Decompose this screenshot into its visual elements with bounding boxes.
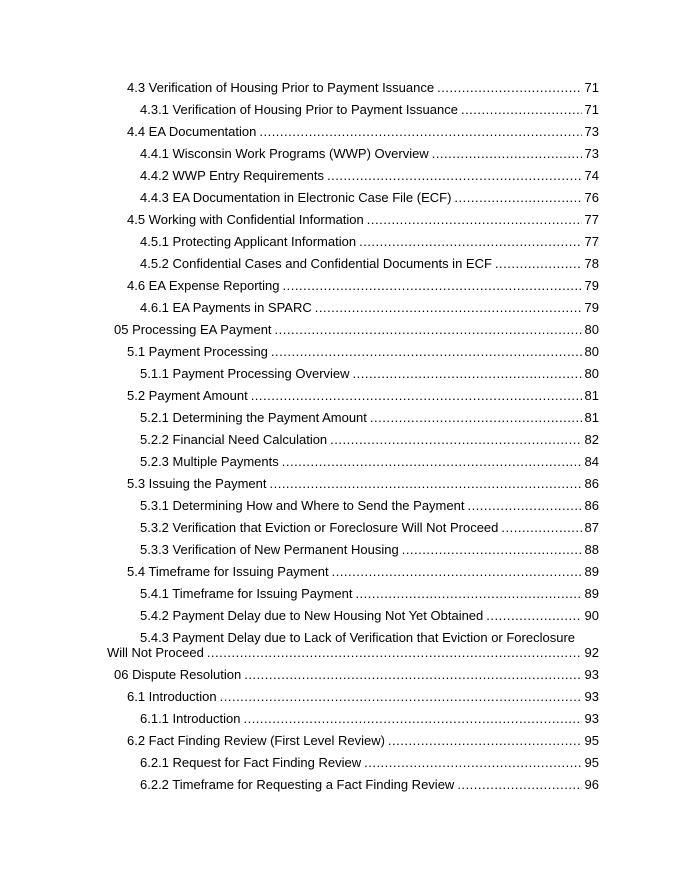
toc-entry[interactable]: [140, 608, 599, 623]
toc-dot-leader: [275, 322, 582, 337]
toc-entry-title: 6.1 Introduction: [127, 689, 217, 704]
toc-entry-page-number: 79: [584, 278, 599, 293]
toc-dot-leader: [315, 300, 582, 315]
toc-entry-page-number: 92: [584, 645, 599, 660]
toc-dot-leader: [355, 586, 581, 601]
toc-entry-page-number: 89: [584, 564, 599, 579]
toc-entry[interactable]: [127, 476, 599, 491]
toc-entry-title: 5.1 Payment Processing: [127, 344, 268, 359]
toc-entry-title: 4.3.1 Verification of Housing Prior to Payment Issuance: [140, 102, 458, 117]
toc-entry-page-number: 95: [584, 755, 599, 770]
toc-entry[interactable]: [127, 733, 599, 748]
toc-dot-leader: [251, 388, 582, 403]
toc-dot-leader: [282, 454, 582, 469]
toc-dot-leader: [454, 190, 581, 205]
toc-entry-page-number: 88: [584, 542, 599, 557]
toc-entry-page-number: 80: [584, 366, 599, 381]
toc-entry-page-number: 79: [584, 300, 599, 315]
toc-entry[interactable]: [140, 366, 599, 381]
toc-entry-title: 4.5 Working with Confidential Information: [127, 212, 364, 227]
toc-dot-leader: [461, 102, 582, 117]
toc-entry[interactable]: [127, 212, 599, 227]
toc-entry-title: 5.4.2 Payment Delay due to New Housing Not Yet Obtained: [140, 608, 484, 623]
toc-dot-leader: [269, 476, 581, 491]
toc-entry-page-number: 80: [584, 322, 599, 337]
toc-entry[interactable]: [140, 520, 599, 535]
toc-entry[interactable]: [140, 256, 599, 271]
toc-entry-title: 5.2.2 Financial Need Calculation: [140, 432, 328, 447]
toc-dot-leader: [207, 645, 582, 660]
toc-entry-title: 4.5.2 Confidential Cases and Confidential Documents in ECF: [140, 256, 492, 271]
toc-entry-page-number: 93: [584, 711, 599, 726]
toc-entry-page-number: 71: [584, 80, 599, 95]
toc-entry-page-number: 96: [584, 777, 599, 792]
toc-entry[interactable]: [140, 234, 599, 249]
toc-entry-title: 4.4.3 EA Documentation in Electronic Case File (ECF): [140, 190, 452, 205]
toc-entry-title: 4.4.2 WWP Entry Requirements: [140, 168, 324, 183]
toc-entry-page-number: 81: [584, 388, 599, 403]
toc-dot-leader: [388, 733, 582, 748]
toc-entry[interactable]: [127, 344, 599, 359]
toc-entry-title: 4.6 EA Expense Reporting: [127, 278, 280, 293]
toc-entry-title: 5.3.2 Verification that Eviction or Foreclosure Will Not Proceed: [140, 520, 499, 535]
toc-dot-leader: [359, 234, 581, 249]
toc-dot-leader: [327, 168, 582, 183]
toc-entry[interactable]: [127, 124, 599, 139]
toc-entry-page-number: 76: [584, 190, 599, 205]
toc-dot-leader: [402, 542, 582, 557]
toc-entry-title: 5.2 Payment Amount: [127, 388, 248, 403]
toc-entry-page-number: 74: [584, 168, 599, 183]
toc-entry-page-number: 86: [584, 498, 599, 513]
toc-dot-leader: [243, 711, 581, 726]
toc-entry-page-number: 77: [584, 234, 599, 249]
toc-entry[interactable]: [140, 102, 599, 117]
toc-entry-page-number: 82: [584, 432, 599, 447]
toc-dot-leader: [332, 564, 582, 579]
toc-entry-page-number: 86: [584, 476, 599, 491]
toc-entry-title: 6.2.1 Request for Fact Finding Review: [140, 755, 362, 770]
toc-dot-leader: [457, 777, 581, 792]
toc-entry-title: 4.5.1 Protecting Applicant Information: [140, 234, 357, 249]
toc-entry[interactable]: [140, 410, 599, 425]
toc-entry-page-number: 71: [584, 102, 599, 117]
toc-entry[interactable]: [140, 454, 599, 469]
toc-entry-title: 5.3.3 Verification of New Permanent Housing: [140, 542, 399, 557]
toc-entry[interactable]: [140, 300, 599, 315]
toc-entry[interactable]: [140, 190, 599, 205]
toc-entry[interactable]: [107, 630, 599, 660]
toc-entry-title: 6.2.2 Timeframe for Requesting a Fact Finding Review: [140, 777, 455, 792]
toc-dot-leader: [283, 278, 582, 293]
toc-dot-leader: [432, 146, 582, 161]
toc-entry-page-number: 89: [584, 586, 599, 601]
toc-entry-title: 4.4 EA Documentation: [127, 124, 257, 139]
toc-entry-title: 06 Dispute Resolution: [114, 667, 242, 682]
toc-entry[interactable]: [114, 667, 599, 682]
toc-entry-page-number: 87: [584, 520, 599, 535]
toc-entry[interactable]: [140, 777, 599, 792]
toc-entry-title: 5.2.1 Determining the Payment Amount: [140, 410, 367, 425]
toc-dot-leader: [437, 80, 581, 95]
toc-entry-page-number: 73: [584, 146, 599, 161]
toc-entry[interactable]: [127, 388, 599, 403]
toc-entry-title: 5.3.1 Determining How and Where to Send the Payment: [140, 498, 465, 513]
toc-entry[interactable]: [127, 564, 599, 579]
toc-entry-page-number: 93: [584, 667, 599, 682]
toc-dot-leader: [486, 608, 581, 623]
toc-entry[interactable]: [140, 755, 599, 770]
toc-entry-page-number: 77: [584, 212, 599, 227]
toc-entry[interactable]: [140, 146, 599, 161]
toc-entry-page-number: 93: [584, 689, 599, 704]
toc-dot-leader: [330, 432, 581, 447]
toc-entry[interactable]: [114, 322, 599, 337]
toc-entry[interactable]: [127, 278, 599, 293]
toc-dot-leader: [353, 366, 582, 381]
toc-dot-leader: [367, 212, 582, 227]
toc-entry-title: 5.2.3 Multiple Payments: [140, 454, 279, 469]
toc-entry-page-number: 73: [584, 124, 599, 139]
toc-entry[interactable]: [140, 168, 599, 183]
toc-dot-leader: [370, 410, 582, 425]
toc-dot-leader: [271, 344, 582, 359]
toc-dot-leader: [467, 498, 581, 513]
toc-entry-title: 5.4.3 Payment Delay due to Lack of Verification that Eviction or Foreclosure: [140, 630, 576, 645]
toc-entry[interactable]: [140, 586, 599, 601]
toc-entry[interactable]: [127, 689, 599, 704]
toc-entry-title: 6.1.1 Introduction: [140, 711, 241, 726]
toc-entry-title: 4.4.1 Wisconsin Work Programs (WWP) Overview: [140, 146, 429, 161]
toc-dot-leader: [259, 124, 581, 139]
toc-entry[interactable]: [140, 498, 599, 513]
toc-entry-page-number: 90: [584, 608, 599, 623]
toc-entry-title: 05 Processing EA Payment: [114, 322, 272, 337]
toc-entry-title: 5.1.1 Payment Processing Overview: [140, 366, 350, 381]
toc-entry-title: 5.4 Timeframe for Issuing Payment: [127, 564, 329, 579]
toc-dot-leader: [501, 520, 581, 535]
toc-dot-leader: [495, 256, 582, 271]
toc-entry-title: 4.3 Verification of Housing Prior to Payment Issuance: [127, 80, 435, 95]
toc-entry[interactable]: [140, 711, 599, 726]
toc-entry[interactable]: [140, 542, 599, 557]
toc-entry-page-number: 80: [584, 344, 599, 359]
toc-entry-title-continuation: Will Not Proceed: [107, 645, 204, 660]
toc-entry-page-number: 81: [584, 410, 599, 425]
toc-dot-leader: [364, 755, 581, 770]
toc-dot-leader: [244, 667, 581, 682]
toc-entry-title: 4.6.1 EA Payments in SPARC: [140, 300, 312, 315]
toc-entry-page-number: 84: [584, 454, 599, 469]
toc-dot-leader: [220, 689, 582, 704]
toc-entry-page-number: 78: [584, 256, 599, 271]
toc-entry[interactable]: [140, 432, 599, 447]
toc-entry[interactable]: [127, 80, 599, 95]
toc-entry-title: 6.2 Fact Finding Review (First Level Review): [127, 733, 385, 748]
toc-entry-page-number: 95: [584, 733, 599, 748]
toc-entry-title: 5.3 Issuing the Payment: [127, 476, 267, 491]
toc-entry-title: 5.4.1 Timeframe for Issuing Payment: [140, 586, 353, 601]
